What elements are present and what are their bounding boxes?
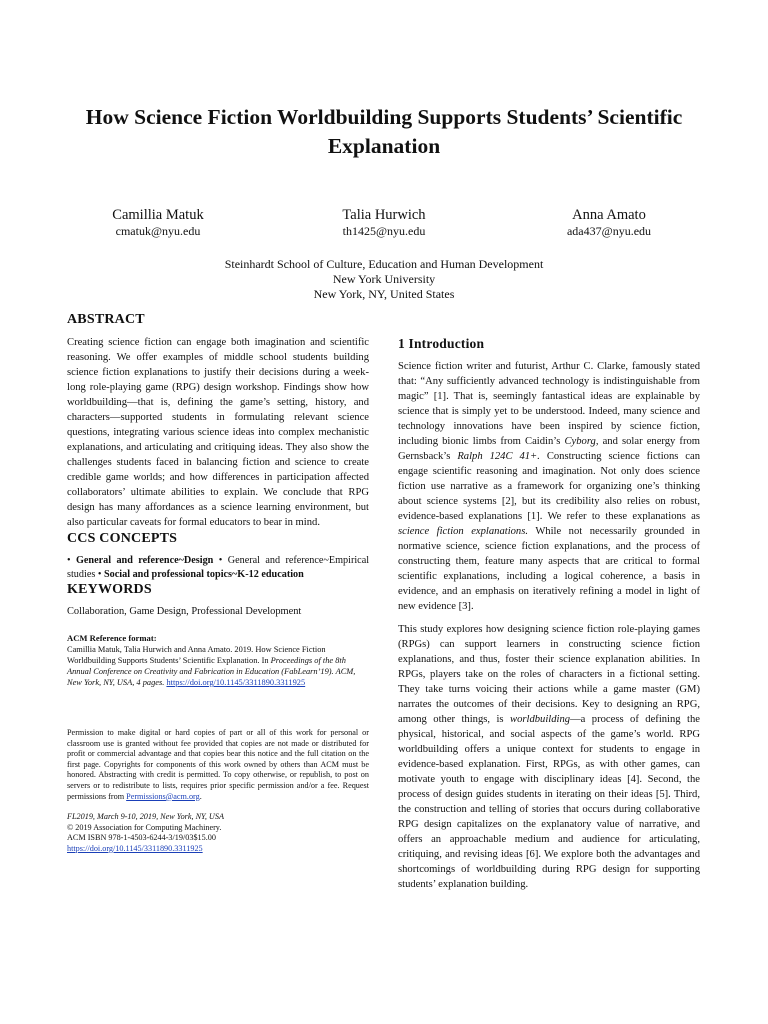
ccs-item-social: Social and professional topics~K-12 education: [103, 568, 304, 580]
affiliation-line: New York University: [332, 272, 436, 286]
isbn-line: ACM ISBN 978-1-4503-6244-3/19/03$15.00: [67, 833, 216, 843]
permissions-email-link[interactable]: Permissions@acm.org: [126, 791, 200, 801]
intro-title-ralph: Ralph 124C 41+.: [457, 451, 540, 462]
intro-text: While not necessarily grounded in normative science, science fiction explanations, and the process of constructing them, feature many aspects that are critical to formal scientific explanations, including a logical coherence, a basis in evidence, and an emphasis on iteratively refining a model in light of new evidence [3].: [398, 526, 700, 612]
acm-reference-proceedings: Proceedings of the 8th Annual Conference on Creativity and Fabrication in Education (FabLearn’19). ACM, New York, NY, USA, 4 pages.: [67, 656, 356, 687]
ccs-item-design: General and reference~Design: [75, 555, 214, 566]
ccs-concepts: [67, 554, 369, 581]
abstract-heading: ABSTRACT: [67, 312, 145, 327]
author-block-2: [284, 206, 484, 239]
title-line-2: Explanation: [327, 134, 441, 158]
author-name: Anna Amato: [572, 207, 646, 223]
intro-term-worldbuilding: worldbuilding: [510, 714, 571, 725]
permission-notice: [67, 728, 369, 802]
affiliation-line: Steinhardt School of Culture, Education and Human Development: [224, 257, 544, 271]
conference-line: FL2019, March 9-10, 2019, New York, NY, USA: [67, 812, 224, 822]
title-line-1: How Science Fiction Worldbuilding Supports Students’ Scientific: [85, 105, 683, 129]
right-column: [398, 335, 700, 892]
author-name: Camillia Matuk: [112, 207, 204, 223]
acm-reference: [67, 633, 369, 688]
intro-text: This study explores how designing science fiction role-playing games (RPGs) can support learners in constructing science fiction explanations, and thus, foster their science explanation abilities. In RPGs, players take on the roles of characters in a fictional setting. They take turns voicing their actions while a game master (GM) narrates the outcomes of their decisions. Key to designing an RPG, among other things, is: [398, 624, 700, 725]
introduction-paragraph-2: [398, 622, 700, 892]
intro-term-scifi-explanations: science fiction explanations.: [398, 526, 529, 537]
copyright-line: © 2019 Association for Computing Machinery.: [67, 822, 222, 832]
paper-title: [60, 103, 708, 161]
keywords-text: Collaboration, Game Design, Professional Development: [67, 606, 302, 617]
introduction-heading: 1 Introduction: [398, 336, 485, 351]
author-block-3: [509, 206, 709, 239]
ccs-heading: CCS CONCEPTS: [67, 531, 178, 546]
bullet: •: [218, 555, 223, 566]
intro-text: —a process of defining the physical, historical, and social aspects of the game’s world. RPG worldbuilding offers a unique context for students to engage in evidence-based explanation. First, RPGs, as with other games, can motivate youth to engage with disciplinary ideas [4]. Second, the process of design guides students in iterating on their ideas [5]. Third, the construction and telling of stories that occurs during collaborative RPG design capitalizes on the explanatory value of narrative, and offers an approachable medium and audience for articulating, critiquing, and revising ideas [6]. We explore both the advantages and shortcomings of worldbuilding during RPG design for supporting students’ explanation building.: [398, 714, 700, 890]
author-name: Talia Hurwich: [342, 207, 426, 223]
intro-text: and solar energy from Gernsback’s: [398, 436, 701, 462]
publication-info: [67, 812, 369, 854]
acm-reference-heading: ACM Reference format:: [67, 633, 157, 643]
author-email: ada437@nyu.edu: [566, 224, 652, 238]
author-block-1: [58, 206, 258, 239]
abstract-text: Creating science fiction can engage both imagination and scientific reasoning. We offer examples of middle school students building science fiction explanations to justify their decisions during a week-long role-playing game (RPG) design workshop. Findings show how worldbuilding—that is, defining the game’s setting, history, and characters—supported students in formulating relevant science questions, integrating various science ideas into complex mechanistic explanations, and articulating and critiquing ideas. They also show the challenges students faced in balancing fiction and science to create credible game worlds; and how differences in participation affected collaborators’ ultimate abilities to explain. We conclude that RPG design has many affordances as a science learning environment, but also particular caveats for formal educators to bear in mind.: [67, 337, 369, 528]
acm-reference-citation: Camillia Matuk, Talia Hurwich and Anna Amato. 2019. How Science Fiction Worldbuilding Supports Students’ Scientific Explanation. In: [67, 645, 326, 665]
permission-end: .: [199, 791, 202, 801]
intro-text: Constructing science fictions can engage scientific reasoning and imagination. Not only does science fiction use narrative as a framework for organizing one’s thinking about science systems [2], but its credibility also relies on robust, evidence-based explanations [1]. We refer to these explanations as: [398, 451, 701, 522]
affiliation: [134, 257, 634, 302]
bullet: •: [67, 555, 71, 566]
intro-title-cyborg: Cyborg,: [564, 436, 599, 447]
affiliation-line: New York, NY, United States: [313, 287, 455, 301]
author-email: th1425@nyu.edu: [342, 224, 426, 238]
acm-reference-doi-link[interactable]: https://doi.org/10.1145/3311890.3311925: [166, 678, 306, 687]
permission-text: Permission to make digital or hard copies of part or all of this work for personal or classroom use is granted without fee provided that copies are not made or distributed for profit or commercial advantage and that copies bear this notice and the full citation on the first page. Copyrights for components of this work owned by others than ACM must be honored. Abstracting with credit is permitted. To copy otherwise, or republish, to post on servers or to redistribute to lists, requires prior specific permission and/or a fee. Request permissions from: [67, 728, 369, 801]
keywords-heading: KEYWORDS: [67, 582, 152, 597]
publication-doi-link[interactable]: https://doi.org/10.1145/3311890.3311925: [67, 843, 203, 853]
bullet: •: [97, 568, 102, 580]
author-email: cmatuk@nyu.edu: [115, 224, 201, 238]
intro-text: Science fiction writer and futurist, Arthur C. Clarke, famously stated that: “Any sufficiently advanced technology is indistinguishable from magic” [1]. That is, seemingly fantastical ideas are explainable by science that is simply yet to be understood. Indeed, many science and technology innovations have been inspired by science fiction, including bionic limbs from Caidin’s: [398, 361, 700, 447]
introduction-paragraph-1: [398, 359, 700, 614]
ccs-item-empirical: General and reference~Empirical studies: [67, 555, 370, 580]
left-column: [67, 311, 369, 855]
